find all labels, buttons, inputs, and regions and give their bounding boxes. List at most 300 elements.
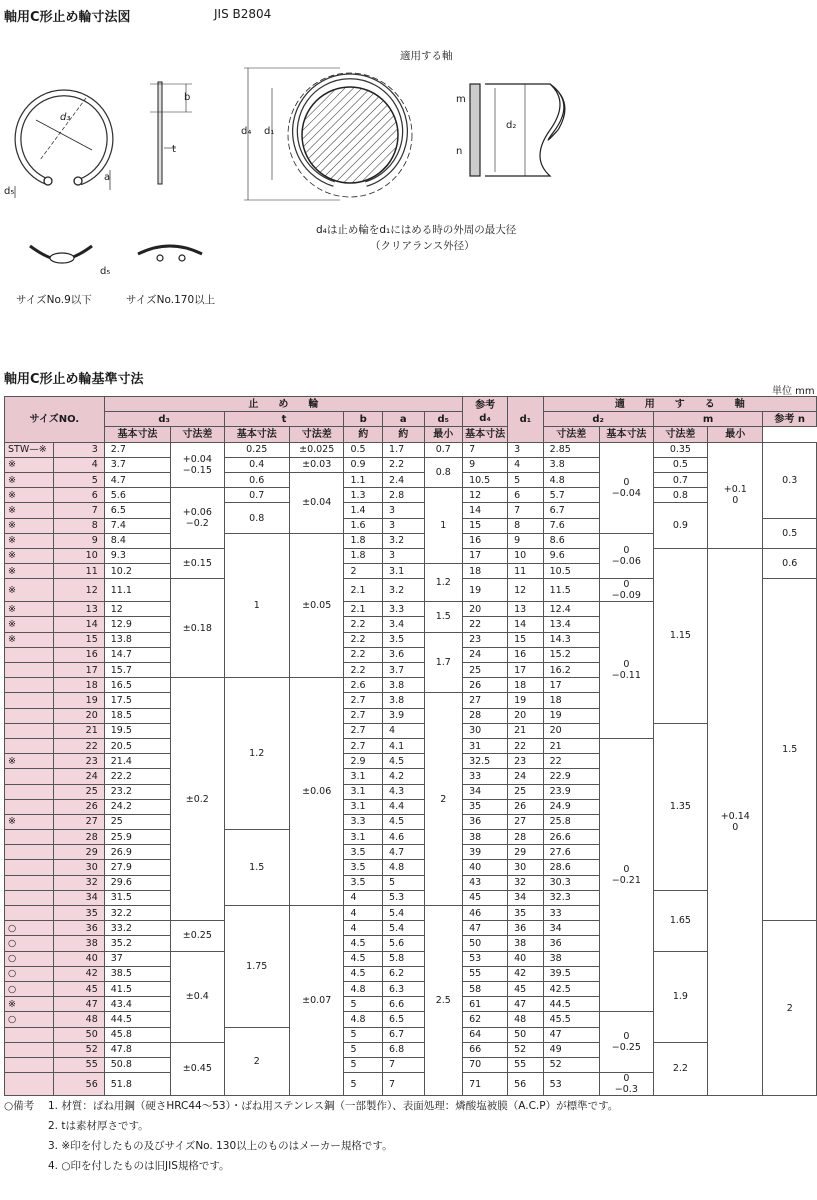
cell-t_tol: ±0.03 — [289, 457, 344, 472]
cell-d1: 45 — [508, 981, 544, 996]
cell-t: 0.25 — [224, 442, 289, 457]
cell-d1: 47 — [508, 997, 544, 1012]
cell-b: 4 — [344, 921, 383, 936]
cell-d2: 44.5 — [543, 997, 599, 1012]
cell-a: 4 — [383, 723, 424, 738]
cell-d1: 4 — [508, 457, 544, 472]
header-ref: 参考 d₄ — [463, 397, 508, 427]
cell-mark: ※ — [5, 617, 54, 632]
cell-mark: ※ — [5, 602, 54, 617]
cell-a: 6.5 — [383, 1012, 424, 1027]
cell-a: 5.6 — [383, 936, 424, 951]
cell-b: 2.6 — [344, 678, 383, 693]
cell-size-no: 23 — [53, 754, 104, 769]
cell-d4: 35 — [463, 799, 508, 814]
cell-mark: ○ — [5, 921, 54, 936]
cell-b: 0.9 — [344, 457, 383, 472]
header-n-min: 最小 — [708, 427, 763, 442]
cell-mark — [5, 1057, 54, 1072]
cell-mark: ※ — [5, 548, 54, 563]
cell-a: 3.8 — [383, 678, 424, 693]
cell-a: 6.7 — [383, 1027, 424, 1042]
header-t-basic: 基本寸法 — [224, 427, 289, 442]
cell-d3: 51.8 — [104, 1073, 170, 1096]
label-d5-small: d₅ — [100, 266, 111, 277]
cell-size-no: 8 — [53, 518, 104, 533]
cell-b: 2.2 — [344, 663, 383, 678]
cell-d4: 25 — [463, 663, 508, 678]
cell-size-no: 5 — [53, 472, 104, 487]
cell-d2: 42.5 — [543, 981, 599, 996]
cell-d4: 66 — [463, 1042, 508, 1057]
cell-d1: 9 — [508, 533, 544, 548]
cell-mark: ※ — [5, 533, 54, 548]
cell-b: 3.5 — [344, 845, 383, 860]
cell-d2: 18 — [543, 693, 599, 708]
cell-d3: 24.2 — [104, 799, 170, 814]
cell-d3: 31.5 — [104, 890, 170, 905]
cell-mark — [5, 1027, 54, 1042]
label-d1: d₁ — [264, 126, 275, 137]
cell-d3: 37 — [104, 951, 170, 966]
cell-d3: 8.4 — [104, 533, 170, 548]
cell-d1: 56 — [508, 1073, 544, 1096]
cell-d3: 44.5 — [104, 1012, 170, 1027]
cell-d4: 45 — [463, 890, 508, 905]
caption-size-large: サイズNo.170以上 — [126, 294, 216, 306]
cell-d3: 4.7 — [104, 472, 170, 487]
cell-d2: 13.4 — [543, 617, 599, 632]
merged-cell-n: 0.3 — [763, 442, 817, 518]
table-row — [5, 442, 817, 457]
label-b: b — [184, 92, 191, 103]
cell-b: 4 — [344, 890, 383, 905]
cell-a: 3 — [383, 548, 424, 563]
label-a: a — [104, 172, 111, 183]
cell-mark — [5, 678, 54, 693]
cell-a: 3.2 — [383, 579, 424, 602]
merged-cell-t-basic: 2 — [224, 1027, 289, 1096]
cell-mark — [5, 663, 54, 678]
cell-d3: 25.9 — [104, 830, 170, 845]
cell-d3: 27.9 — [104, 860, 170, 875]
cell-size-no: 34 — [53, 890, 104, 905]
table-row — [5, 488, 817, 503]
cell-size-no: 9 — [53, 533, 104, 548]
merged-cell-d2-tol: 0 −0.21 — [599, 738, 653, 1011]
cell-d2: 3.8 — [543, 457, 599, 472]
cell-b: 2.7 — [344, 708, 383, 723]
merged-cell-m-basic: 0.9 — [653, 503, 707, 549]
cell-d1: 27 — [508, 814, 544, 829]
cell-d4: 20 — [463, 602, 508, 617]
cell-d4: 33 — [463, 769, 508, 784]
cell-d2: 14.3 — [543, 632, 599, 647]
cell-d2: 5.7 — [543, 488, 599, 503]
table-row — [5, 1042, 817, 1057]
table-row — [5, 951, 817, 966]
cell-d2: 45.5 — [543, 1012, 599, 1027]
cell-a: 5.8 — [383, 951, 424, 966]
cell-size-no: 50 — [53, 1027, 104, 1042]
cell-d2: 11.5 — [543, 579, 599, 602]
merged-cell-t-basic: 1.75 — [224, 906, 289, 1028]
header-m: m — [653, 412, 763, 427]
cell-size-no: 26 — [53, 799, 104, 814]
cell-d1: 21 — [508, 723, 544, 738]
cell-a: 4.1 — [383, 738, 424, 753]
cell-d1: 24 — [508, 769, 544, 784]
cell-m: 0.35 — [653, 442, 707, 457]
cell-size-no: 6 — [53, 488, 104, 503]
cell-d1: 40 — [508, 951, 544, 966]
header-t: t — [224, 412, 344, 427]
cell-size-no: 21 — [53, 723, 104, 738]
merged-cell-t-basic: 1.2 — [224, 678, 289, 830]
cell-size-no: 28 — [53, 830, 104, 845]
cell-d4: 27 — [463, 693, 508, 708]
cell-a: 1.7 — [383, 442, 424, 457]
cell-d3: 9.3 — [104, 548, 170, 563]
cell-d2: 9.6 — [543, 548, 599, 563]
cell-mark — [5, 1042, 54, 1057]
merged-cell-n: 2 — [763, 921, 817, 1096]
merged-cell-d3-tol: ±0.2 — [171, 678, 224, 921]
cell-a: 4.4 — [383, 799, 424, 814]
cell-mark: ※ — [5, 457, 54, 472]
cell-d1: 50 — [508, 1027, 544, 1042]
cell-mark: ※ — [5, 632, 54, 647]
cell-d4: 62 — [463, 1012, 508, 1027]
cell-m: 0.8 — [653, 488, 707, 503]
cell-size-no: 10 — [53, 548, 104, 563]
cell-d2: 39.5 — [543, 966, 599, 981]
cell-t: 0.4 — [224, 457, 289, 472]
label-d2: d₂ — [506, 120, 517, 131]
merged-cell-d5: 1 — [424, 488, 463, 564]
label-d4: d₄ — [241, 126, 252, 137]
cell-mark — [5, 1073, 54, 1096]
cell-d1: 52 — [508, 1042, 544, 1057]
cell-d2: 10.5 — [543, 564, 599, 579]
cell-mark — [5, 845, 54, 860]
cell-b: 2.1 — [344, 602, 383, 617]
cell-d4: 18 — [463, 564, 508, 579]
table-row — [5, 472, 817, 487]
cell-d2: 28.6 — [543, 860, 599, 875]
cell-d3: 22.2 — [104, 769, 170, 784]
merged-cell-d2-tol: 0 −0.3 — [599, 1073, 653, 1096]
merged-cell-d3-tol: ±0.25 — [171, 921, 224, 951]
merged-cell-d3-tol: +0.06 −0.2 — [171, 488, 224, 549]
cell-a: 3.6 — [383, 647, 424, 662]
cell-a: 7 — [383, 1057, 424, 1072]
cell-mark: STW—※ — [5, 442, 54, 457]
cell-a: 4.5 — [383, 814, 424, 829]
cell-d3: 25 — [104, 814, 170, 829]
merged-cell-d5: 2.5 — [424, 906, 463, 1096]
cell-size-no: 55 — [53, 1057, 104, 1072]
cell-b: 2 — [344, 564, 383, 579]
cell-size-no: 13 — [53, 602, 104, 617]
cell-mark: ※ — [5, 814, 54, 829]
cell-d4: 31 — [463, 738, 508, 753]
cell-d2: 49 — [543, 1042, 599, 1057]
cell-b: 1.8 — [344, 533, 383, 548]
cell-d2: 26.6 — [543, 830, 599, 845]
cell-d4: 53 — [463, 951, 508, 966]
header-d5: d₅ — [424, 412, 463, 427]
cell-d2: 34 — [543, 921, 599, 936]
cell-d3: 17.5 — [104, 693, 170, 708]
cell-mark — [5, 769, 54, 784]
cell-d2: 4.8 — [543, 472, 599, 487]
cell-size-no: 12 — [53, 579, 104, 602]
cell-b: 4.8 — [344, 981, 383, 996]
cell-d2: 2.85 — [543, 442, 599, 457]
cell-d1: 38 — [508, 936, 544, 951]
spec-table — [4, 396, 817, 1096]
merged-cell-d2-tol: 0 −0.04 — [599, 442, 653, 533]
cell-d2: 47 — [543, 1027, 599, 1042]
label-t: t — [172, 144, 176, 155]
cell-b: 3.5 — [344, 875, 383, 890]
cell-b: 5 — [344, 1057, 383, 1072]
merged-cell-d5: 1.5 — [424, 602, 463, 632]
cell-a: 2.8 — [383, 488, 424, 503]
cell-mark: ○ — [5, 951, 54, 966]
cell-a: 6.3 — [383, 981, 424, 996]
cell-b: 3.1 — [344, 799, 383, 814]
cell-d2: 22.9 — [543, 769, 599, 784]
cell-mark: ※ — [5, 564, 54, 579]
cell-a: 5.4 — [383, 921, 424, 936]
cell-a: 6.8 — [383, 1042, 424, 1057]
label-m: m — [456, 94, 466, 105]
cell-b: 4.5 — [344, 936, 383, 951]
cell-mark — [5, 799, 54, 814]
merged-cell-d3-tol: ±0.18 — [171, 579, 224, 678]
page-title: 軸用C形止め輪寸法図 — [4, 10, 131, 25]
merged-cell-d5: 1.2 — [424, 564, 463, 602]
cell-d3: 16.5 — [104, 678, 170, 693]
header-size-no: サイズNO. — [5, 397, 105, 443]
cell-b: 1.3 — [344, 488, 383, 503]
cell-size-no: 27 — [53, 814, 104, 829]
merged-cell-m-basic: 1.15 — [653, 548, 707, 723]
cell-b: 2.1 — [344, 579, 383, 602]
cell-size-no: 19 — [53, 693, 104, 708]
header-d1: d₁ — [508, 397, 544, 443]
cell-a: 3.2 — [383, 533, 424, 548]
cell-size-no: 42 — [53, 966, 104, 981]
header-m-basic: 基本寸法 — [599, 427, 653, 442]
cell-b: 2.9 — [344, 754, 383, 769]
label-d3: d₃ — [60, 112, 71, 123]
cell-d1: 14 — [508, 617, 544, 632]
cell-size-no: 14 — [53, 617, 104, 632]
cell-d3: 43.4 — [104, 997, 170, 1012]
cell-d3: 15.7 — [104, 663, 170, 678]
cell-d3: 47.8 — [104, 1042, 170, 1057]
cell-d4: 10.5 — [463, 472, 508, 487]
cell-d2: 33 — [543, 906, 599, 921]
cell-d4: 50 — [463, 936, 508, 951]
cell-d1: 10 — [508, 548, 544, 563]
cell-a: 4.3 — [383, 784, 424, 799]
table-row — [5, 890, 817, 905]
cell-d2: 53 — [543, 1073, 599, 1096]
cell-size-no: 56 — [53, 1073, 104, 1096]
note-item: 2. tは素材厚さです。 — [48, 1120, 149, 1132]
header-d3-tol: 寸法差 — [171, 427, 224, 442]
cell-b: 2.2 — [344, 617, 383, 632]
cell-d1: 35 — [508, 906, 544, 921]
note-item: 1. 材質：ばね用鋼（硬さHRC44〜53）・ばね用ステンレス鋼（一部製作）、表面処理：燐酸塩被膜（A.C.P）が標準です。 — [48, 1100, 619, 1112]
cell-a: 3.4 — [383, 617, 424, 632]
cell-mark — [5, 875, 54, 890]
cell-mark — [5, 830, 54, 845]
cell-d4: 46 — [463, 906, 508, 921]
cell-d1: 17 — [508, 663, 544, 678]
cell-d2: 21 — [543, 738, 599, 753]
cell-d3: 5.6 — [104, 488, 170, 503]
header-d3-basic: 基本寸法 — [104, 427, 170, 442]
cell-mark: ○ — [5, 936, 54, 951]
cell-size-no: 20 — [53, 708, 104, 723]
cell-d2: 17 — [543, 678, 599, 693]
merged-cell-m-basic: 1.35 — [653, 723, 707, 890]
cell-t: 0.6 — [224, 472, 289, 487]
cell-b: 1.4 — [344, 503, 383, 518]
cell-d1: 34 — [508, 890, 544, 905]
cell-b: 3.3 — [344, 814, 383, 829]
cell-d5: 0.7 — [424, 442, 463, 457]
cell-m: 0.5 — [653, 457, 707, 472]
cell-d3: 11.1 — [104, 579, 170, 602]
cell-a: 3.9 — [383, 708, 424, 723]
cell-d4: 61 — [463, 997, 508, 1012]
cell-mark: ○ — [5, 1012, 54, 1027]
cell-d1: 16 — [508, 647, 544, 662]
merged-cell-n: 0.6 — [763, 548, 817, 578]
cell-d4: 39 — [463, 845, 508, 860]
cell-b: 3.5 — [344, 860, 383, 875]
cell-a: 5 — [383, 875, 424, 890]
cell-d2: 16.2 — [543, 663, 599, 678]
cell-a: 3.8 — [383, 693, 424, 708]
standard-label: JIS B2804 — [214, 7, 272, 21]
cell-size-no: 25 — [53, 784, 104, 799]
header-b-approx: 約 — [344, 427, 383, 442]
cell-d4: 58 — [463, 981, 508, 996]
cell-d4: 55 — [463, 966, 508, 981]
cell-mark — [5, 890, 54, 905]
header-shaft: 適 用 す る 軸 — [543, 397, 816, 412]
cell-d4: 12 — [463, 488, 508, 503]
merged-cell-t-tol: ±0.05 — [289, 533, 344, 678]
cell-d1: 36 — [508, 921, 544, 936]
cell-d2: 32.3 — [543, 890, 599, 905]
cell-size-no: 35 — [53, 906, 104, 921]
header-d2-basic: 基本寸法 — [463, 427, 508, 442]
cell-b: 5 — [344, 997, 383, 1012]
cell-d2: 24.9 — [543, 799, 599, 814]
cell-mark: ※ — [5, 579, 54, 602]
cell-d2: 20 — [543, 723, 599, 738]
merged-cell-d5: 1.7 — [424, 632, 463, 693]
merged-cell-m-tol: +0.1 0 — [708, 442, 763, 548]
cell-mark — [5, 784, 54, 799]
cell-d3: 10.2 — [104, 564, 170, 579]
cell-d1: 15 — [508, 632, 544, 647]
cell-d2: 15.2 — [543, 647, 599, 662]
cell-d1: 30 — [508, 860, 544, 875]
cell-mark — [5, 738, 54, 753]
cell-size-no: 24 — [53, 769, 104, 784]
cell-d2: 52 — [543, 1057, 599, 1072]
merged-cell-t-tol: ±0.07 — [289, 906, 344, 1096]
merged-cell-d3-tol: ±0.45 — [171, 1042, 224, 1095]
cell-mark: ○ — [5, 981, 54, 996]
cell-d2: 6.7 — [543, 503, 599, 518]
cell-b: 4.5 — [344, 951, 383, 966]
merged-cell-n: 0.5 — [763, 518, 817, 548]
cell-d1: 28 — [508, 830, 544, 845]
cell-mark: ※ — [5, 997, 54, 1012]
table-title: 軸用C形止め輪基準寸法 — [4, 372, 144, 387]
cell-a: 6.6 — [383, 997, 424, 1012]
cell-size-no: 11 — [53, 564, 104, 579]
cell-d2: 12.4 — [543, 602, 599, 617]
cell-b: 3.1 — [344, 830, 383, 845]
cell-size-no: 17 — [53, 663, 104, 678]
header-ring: 止 め 輪 — [104, 397, 462, 412]
cell-d4: 43 — [463, 875, 508, 890]
cell-d4: 38 — [463, 830, 508, 845]
cell-d2: 38 — [543, 951, 599, 966]
cell-d1: 8 — [508, 518, 544, 533]
merged-cell-d2-tol: 0 −0.11 — [599, 602, 653, 739]
merged-cell-d3-tol: +0.04 −0.15 — [171, 442, 224, 488]
cell-d4: 19 — [463, 579, 508, 602]
cell-d2: 8.6 — [543, 533, 599, 548]
cell-b: 1.1 — [344, 472, 383, 487]
merged-cell-t-tol: ±0.06 — [289, 678, 344, 906]
merged-cell-t-basic: 0.8 — [224, 503, 289, 533]
cell-size-no: 45 — [53, 981, 104, 996]
cell-a: 3 — [383, 518, 424, 533]
cell-mark: ※ — [5, 518, 54, 533]
cell-size-no: 47 — [53, 997, 104, 1012]
cell-size-no: 40 — [53, 951, 104, 966]
header-d2: d₂ — [543, 412, 653, 427]
note-item: 3. ※印を付したもの及びサイズNo. 130以上のものはメーカー規格です。 — [48, 1140, 393, 1152]
cell-d1: 42 — [508, 966, 544, 981]
cell-b: 3.1 — [344, 769, 383, 784]
cell-d4: 16 — [463, 533, 508, 548]
cell-d2: 36 — [543, 936, 599, 951]
header-d2-tol: 寸法差 — [543, 427, 599, 442]
cell-d3: 19.5 — [104, 723, 170, 738]
header-m-tol: 寸法差 — [653, 427, 707, 442]
cell-size-no: 4 — [53, 457, 104, 472]
cell-size-no: 38 — [53, 936, 104, 951]
cell-d1: 25 — [508, 784, 544, 799]
cell-size-no: 3 — [53, 442, 104, 457]
cell-d4: 26 — [463, 678, 508, 693]
cell-a: 5.4 — [383, 906, 424, 921]
